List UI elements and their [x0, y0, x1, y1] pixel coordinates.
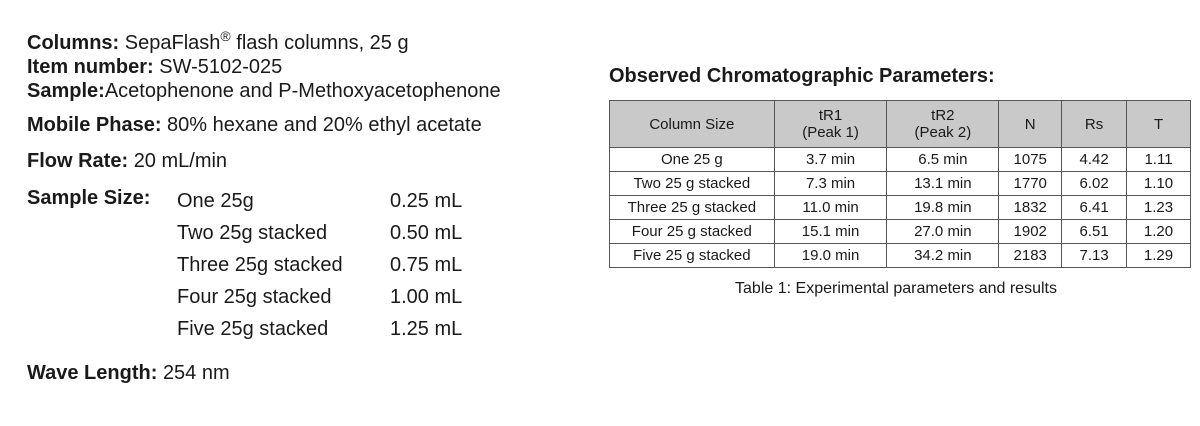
sample-size-row: [27, 185, 480, 217]
results-title: Observed Chromatographic Parameters:: [609, 65, 995, 87]
cell-n: 1832: [999, 196, 1062, 220]
sample-size-name: One 25g: [177, 189, 254, 212]
mobile-phase-label: Mobile Phase:: [27, 114, 162, 136]
cell-tr1: 3.7 min: [774, 148, 887, 172]
cell-n: 1075: [999, 148, 1062, 172]
cell-rs: 7.13: [1062, 244, 1127, 268]
wave-length-value: 254 nm: [162, 362, 230, 384]
sample-size-value: 1.25 mL: [390, 317, 463, 340]
header-tr1: [774, 101, 887, 148]
sample-size-name: Four 25g stacked: [177, 285, 332, 308]
cell-rs: 6.02: [1062, 172, 1127, 196]
cell-tr1: 11.0 min: [774, 196, 887, 220]
header-tr2: [887, 101, 999, 148]
header-tr2-sub: (Peak 2): [914, 124, 972, 141]
sample-size-table: [27, 185, 480, 345]
cell-size: Three 25 g stacked: [610, 196, 775, 220]
columns-label: Columns:: [27, 32, 120, 54]
parameters-table: [609, 100, 1191, 268]
sample-size-label: Sample Size:: [27, 187, 151, 209]
wave-length-label: Wave Length:: [27, 362, 158, 384]
table-caption: Table 1: Experimental parameters and results: [735, 280, 1057, 297]
header-t: T: [1127, 101, 1191, 148]
experiment-conditions: [27, 24, 597, 385]
sample-value: Acetophenone and P-Methoxyacetophenone: [104, 80, 501, 102]
cell-rs: 4.42: [1062, 148, 1127, 172]
mobile-phase-value: 80% hexane and 20% ethyl acetate: [167, 114, 482, 136]
table-row: [610, 244, 1191, 268]
table-row: [610, 220, 1191, 244]
cell-n: 1902: [999, 220, 1062, 244]
cell-tr2: 34.2 min: [887, 244, 999, 268]
header-tr2-label: tR2: [931, 107, 955, 124]
item-number-line: [27, 55, 597, 79]
cell-tr2: 27.0 min: [887, 220, 999, 244]
cell-t: 1.11: [1127, 148, 1191, 172]
flow-rate-line: [27, 149, 597, 173]
cell-t: 1.29: [1127, 244, 1191, 268]
cell-rs: 6.41: [1062, 196, 1127, 220]
header-rs: Rs: [1062, 101, 1127, 148]
wave-length-line: [27, 361, 597, 385]
cell-size: One 25 g: [610, 148, 775, 172]
item-number-label: Item number:: [27, 56, 154, 78]
sample-label: Sample:: [27, 80, 105, 102]
sample-size-name: Three 25g stacked: [177, 253, 343, 276]
columns-line: [27, 24, 597, 55]
cell-size: Four 25 g stacked: [610, 220, 775, 244]
sample-line: [27, 79, 597, 103]
flow-rate-value: 20 mL/min: [133, 150, 228, 172]
flow-rate-label: Flow Rate:: [27, 150, 129, 172]
cell-rs: 6.51: [1062, 220, 1127, 244]
table-row: [610, 196, 1191, 220]
cell-t: 1.23: [1127, 196, 1191, 220]
columns-value: SepaFlash: [124, 32, 221, 54]
cell-size: Two 25 g stacked: [610, 172, 775, 196]
table-row: [610, 172, 1191, 196]
cell-tr1: 15.1 min: [774, 220, 887, 244]
sample-size-value: 0.75 mL: [390, 253, 463, 276]
header-tr1-sub: (Peak 1): [802, 124, 859, 141]
sample-size-value: 0.50 mL: [390, 221, 463, 244]
registered-mark: ®: [220, 28, 231, 44]
table-row: [610, 148, 1191, 172]
header-column-size: Column Size: [610, 101, 775, 148]
cell-t: 1.10: [1127, 172, 1191, 196]
cell-tr2: 6.5 min: [887, 148, 999, 172]
sample-size-value: 0.25 mL: [390, 189, 463, 212]
sample-size-name: Five 25g stacked: [177, 317, 329, 340]
cell-size: Five 25 g stacked: [610, 244, 775, 268]
sample-size-block: [27, 185, 597, 345]
header-n: N: [999, 101, 1062, 148]
table-header-row: [610, 101, 1191, 148]
results-section: [609, 64, 1191, 298]
header-tr1-label: tR1: [818, 107, 843, 124]
item-number-value: SW-5102-025: [159, 56, 283, 78]
cell-n: 2183: [999, 244, 1062, 268]
cell-tr1: 19.0 min: [774, 244, 887, 268]
sample-size-value: 1.00 mL: [390, 285, 463, 308]
cell-n: 1770: [999, 172, 1062, 196]
cell-tr1: 7.3 min: [774, 172, 887, 196]
columns-value-suffix: flash columns, 25 g: [230, 32, 409, 54]
cell-tr2: 19.8 min: [887, 196, 999, 220]
sample-size-name: Two 25g stacked: [177, 221, 328, 244]
mobile-phase-line: [27, 113, 597, 137]
cell-tr2: 13.1 min: [887, 172, 999, 196]
cell-t: 1.20: [1127, 220, 1191, 244]
